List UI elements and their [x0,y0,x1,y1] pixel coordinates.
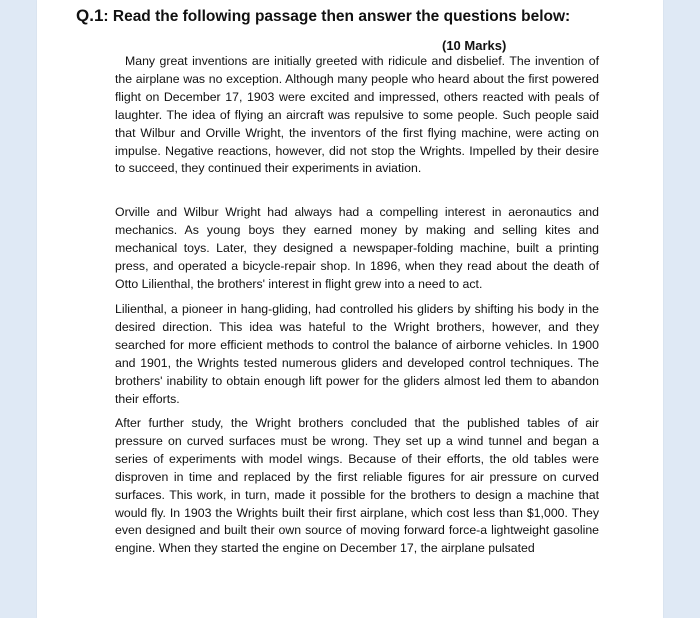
passage-paragraph-4: After further study, the Wright brothers concluded that the published tables of air pressure on curved surfaces must be wrong. They set up a wind tunnel and began a series of experiments with model wings. Because of their efforts, the old tables were disproven in time and replaced by the first reliable figures for air pressure on curved surfaces. This work, in turn, made it possible for the brothers to design a machine that would fly. In 1903 the Wrights built their first airplane, which cost less than $1,000. They even designed and built their own source of moving forward force-a lightweight gasoline engine. When they started the engine on December 17, the airplane pulsated [115,416,599,556]
passage-paragraph-1: Many great inventions are initially greeted with ridicule and disbelief. The invention of the airplane was no exception. Although many people who heard about the first powered flight on December 17, 1903 were excited and impressed, others reacted with peals of laughter. The idea of flying an aircraft was repulsive to some people. Such people said that Wilbur and Orville Wright, the inventors of the first flying machine, were acting on impulse. Negative reactions, however, did not stop the Wrights. Impelled by their desire to succeed, they continued their experiments in aviation. [115,54,599,176]
question-instruction: : Read the following passage then answer the questions below: [103,8,571,25]
marks-label: (10 Marks) [442,38,507,53]
passage-paragraph-3: Lilienthal, a pioneer in hang-gliding, had controlled his gliders by shifting his body in the desired direction. This idea was hateful to the Wright brothers, however, and they searched for more efficient methods to control the balance of airborne vehicles. In 1900 and 1901, the Wrights tested numerous gliders and developed control techniques. The brothers' inability to obtain enough lift power for the gliders almost led them to abandon their efforts. [115,302,599,406]
question-title [76,6,636,26]
passage-paragraph-2: Orville and Wilbur Wright had always had a compelling interest in aeronautics and mechanics. As young boys they earned money by making and selling kites and mechanical toys. Later, they designed a newspaper-folding machine, built a printing press, and operated a bicycle-repair shop. In 1896, when they read about the death of Otto Lilienthal, the brothers' interest in flight grew into a need to act. [115,205,599,291]
question-number: Q.1 [76,6,104,25]
